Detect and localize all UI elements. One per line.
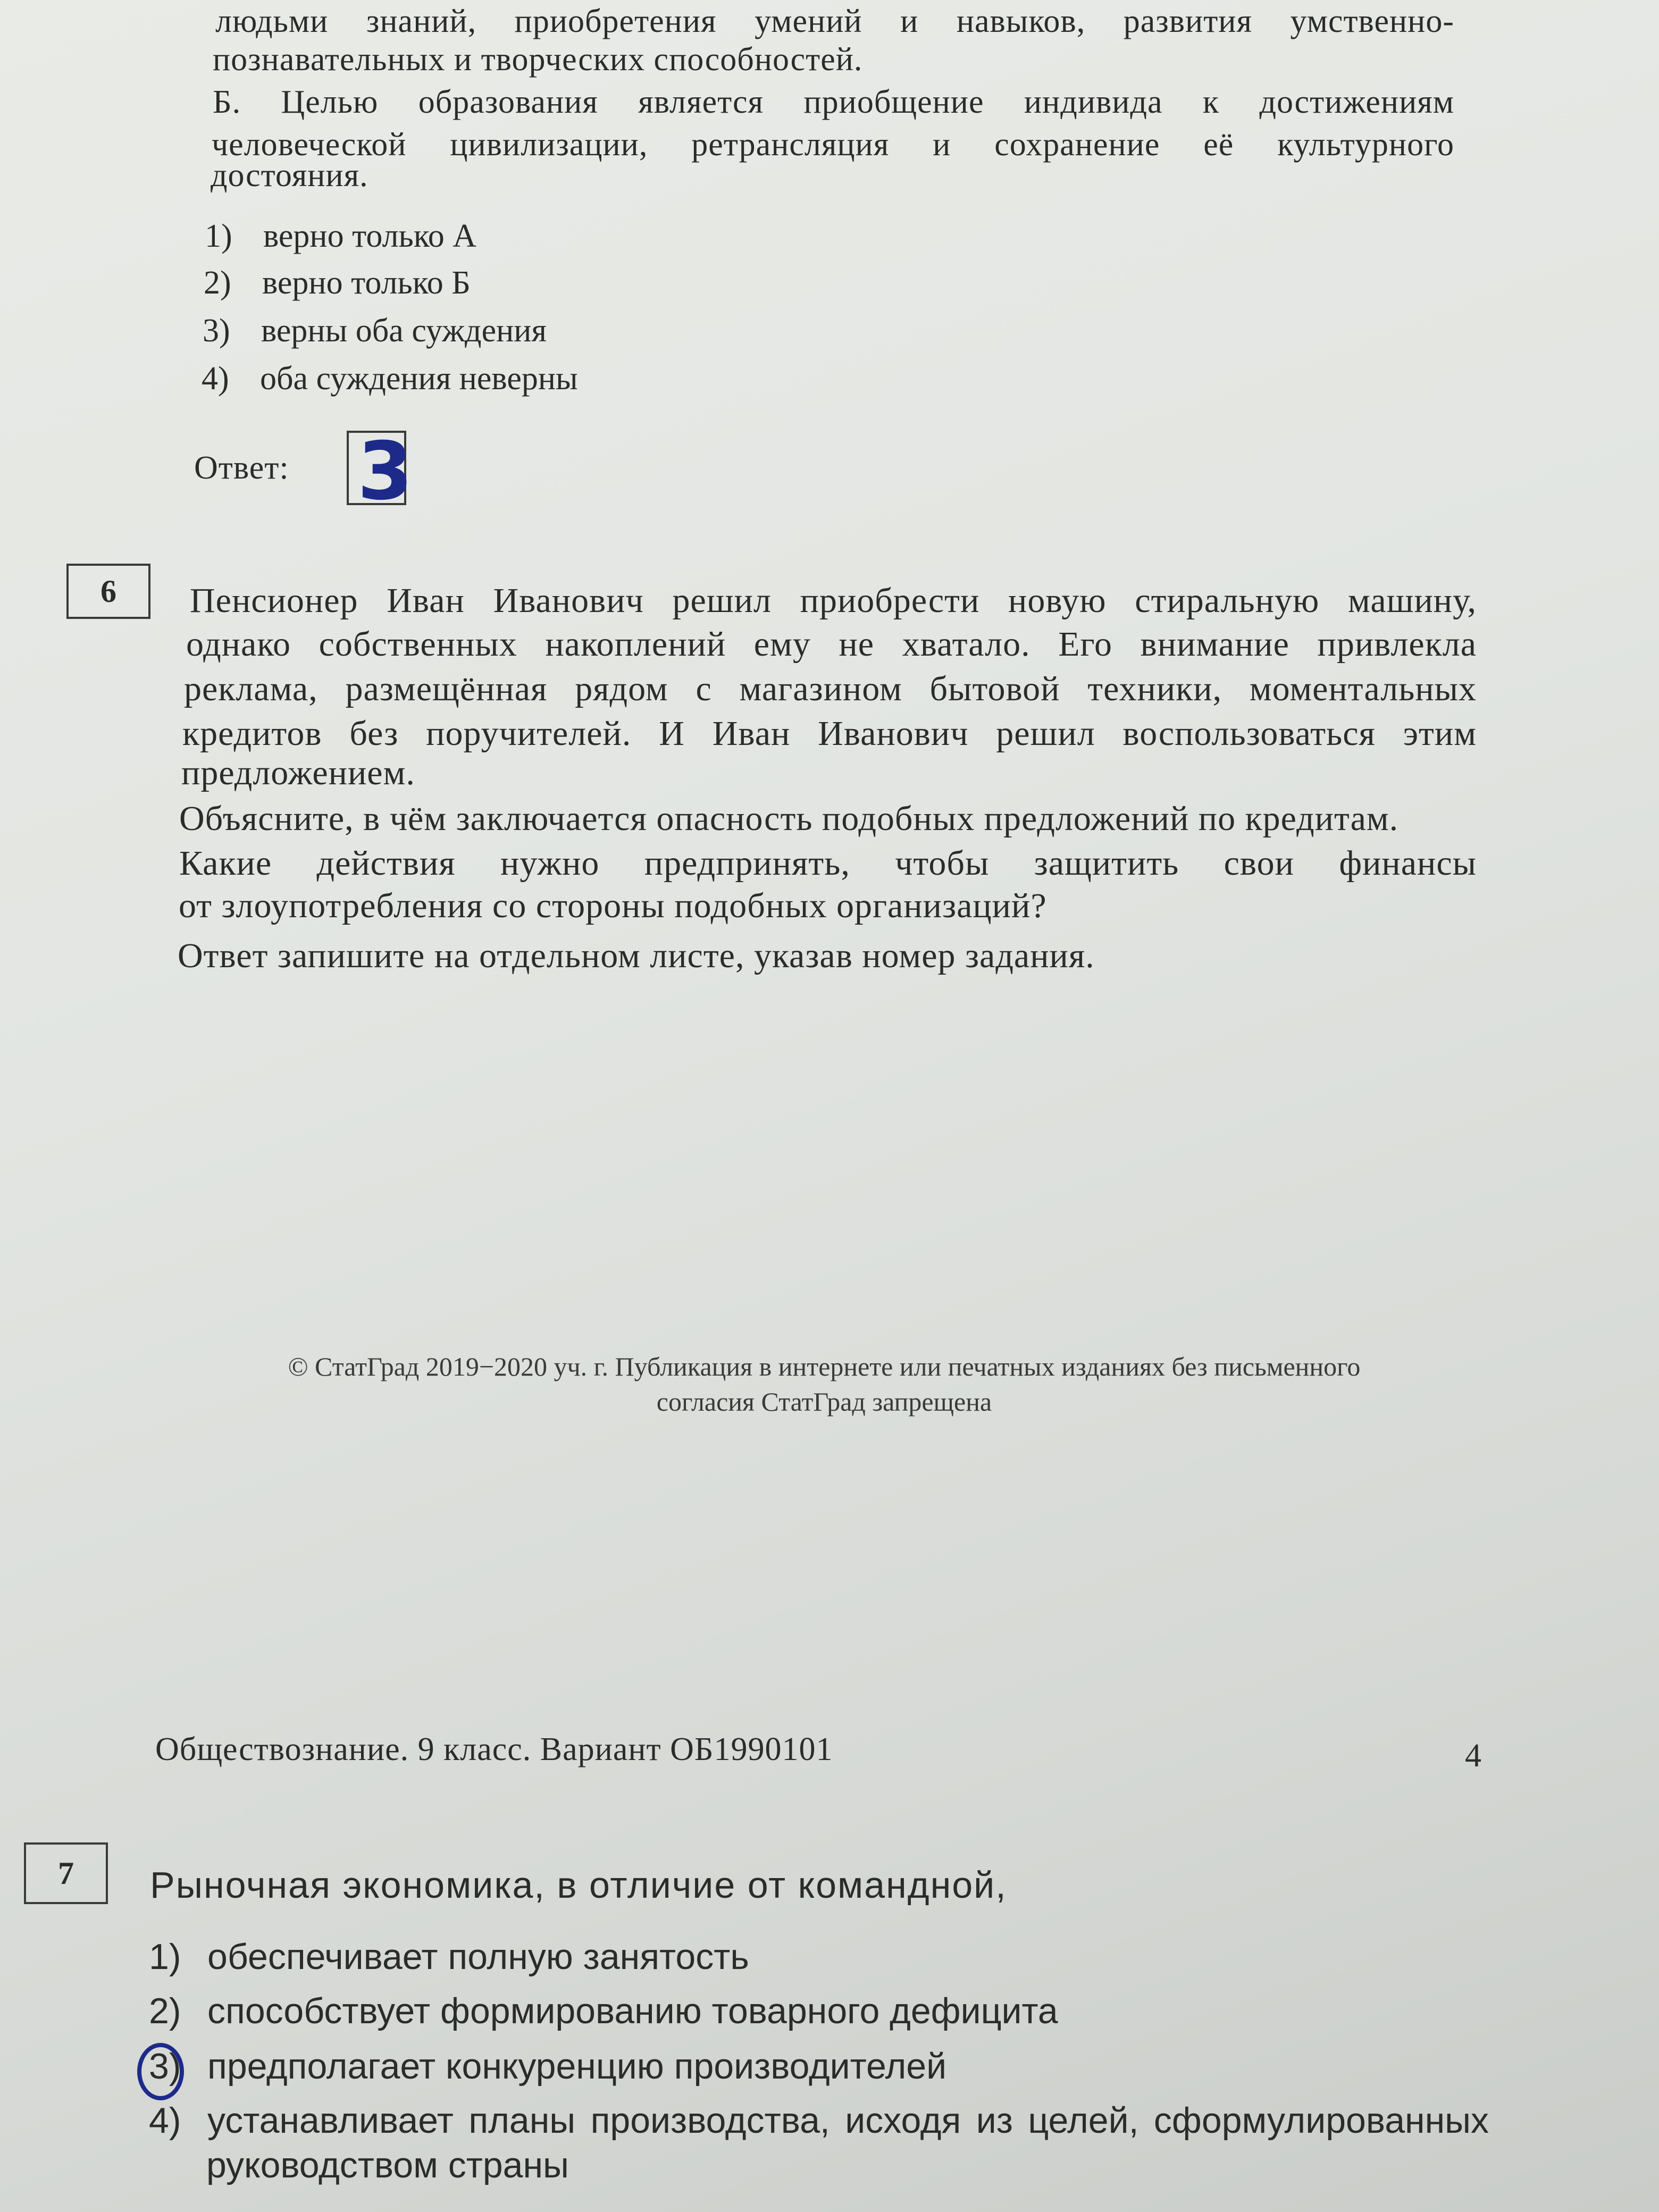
task7-option-3 <box>149 2045 946 2088</box>
page-number: 4 <box>1465 1738 1482 1774</box>
answer-handwritten: 3 <box>357 425 413 518</box>
task6-line-5: предложением. <box>181 753 415 792</box>
task7-option-2 <box>149 1990 1058 2032</box>
task6-line-2: однако собственных накоплений ему не хватало. Его внимание привлекла <box>186 625 1477 664</box>
option-text: способствует формированию товарного дефицита <box>207 1991 1058 2031</box>
option-text: верны оба суждения <box>261 313 547 349</box>
task6-line-1: Пенсионер Иван Иванович решил приобрести новую стиральную машину, <box>190 581 1477 620</box>
option-number: 2) <box>204 265 231 301</box>
task5-line-2: познавательных и творческих способностей. <box>213 41 863 78</box>
task5-option-3 <box>203 309 547 352</box>
task6-line-4: кредитов без поручителей. И Иван Иванович решил воспользоваться этим <box>182 714 1477 753</box>
task6-line-9: Ответ запишите на отдельном листе, указав номер задания. <box>178 936 1095 975</box>
option-text: обеспечивает полную занятость <box>207 1937 749 1977</box>
task6-line-8: от злоупотребления со стороны подобных организаций? <box>179 886 1047 925</box>
option-text: оба суждения неверны <box>260 361 578 397</box>
page-header-subject: Обществознание. 9 класс. Вариант ОБ1990101 <box>155 1731 833 1767</box>
copyright-line-1: © СтатГрад 2019−2020 уч. г. Публикация в интернете или печатных изданиях без письменного <box>288 1352 1361 1381</box>
task6-line-7: Какие действия нужно предпринять, чтобы защитить свои финансы <box>179 844 1477 883</box>
answer-label: Ответ: <box>194 450 289 486</box>
task5-option-4 <box>202 357 578 400</box>
task5-option-1 <box>205 215 476 257</box>
option-number: 4) <box>149 2100 181 2141</box>
option-number: 2) <box>149 1991 181 2031</box>
task7-option-4 <box>149 2099 1489 2142</box>
task5-judgement-b-1: Б. Целью образования является приобщение индивида к достижениям <box>213 84 1454 120</box>
selected-answer-circle <box>137 2043 184 2100</box>
option-number: 3) <box>149 2046 181 2087</box>
option-number: 4) <box>202 361 229 397</box>
option-text: устанавливает планы производства, исходя из целей, сформулированных <box>207 2100 1489 2141</box>
task7-number-box: 7 <box>24 1842 108 1904</box>
task6-number-box: 6 <box>66 564 150 619</box>
option-text: верно только Б <box>262 265 471 301</box>
task5-judgement-b-3: достояния. <box>211 157 368 194</box>
task6-line-3: реклама, размещённая рядом с магазином бытовой техники, моментальных <box>184 669 1477 708</box>
task7-option-1 <box>149 1936 749 1978</box>
task7-question: Рыночная экономика, в отличие от командной, <box>150 1864 1007 1906</box>
option-number: 1) <box>149 1937 181 1977</box>
option-text: предполагает конкуренцию производителей <box>207 2046 947 2087</box>
option-number: 1) <box>205 218 232 254</box>
option-number: 3) <box>203 313 230 349</box>
task6-line-6: Объясните, в чём заключается опасность подобных предложений по кредитам. <box>179 799 1399 838</box>
task5-option-2 <box>204 262 471 304</box>
task5-judgement-b-2: человеческой цивилизации, ретрансляция и сохранение её культурного <box>212 127 1454 163</box>
task5-line-top: людьми знаний, приобретения умений и навыков, развития умственно- <box>215 3 1454 39</box>
task7-option-4-continuation: руководством страны <box>206 2145 569 2185</box>
copyright-line-2: согласия СтатГрад запрещена <box>656 1387 992 1417</box>
option-text: верно только А <box>263 218 477 254</box>
